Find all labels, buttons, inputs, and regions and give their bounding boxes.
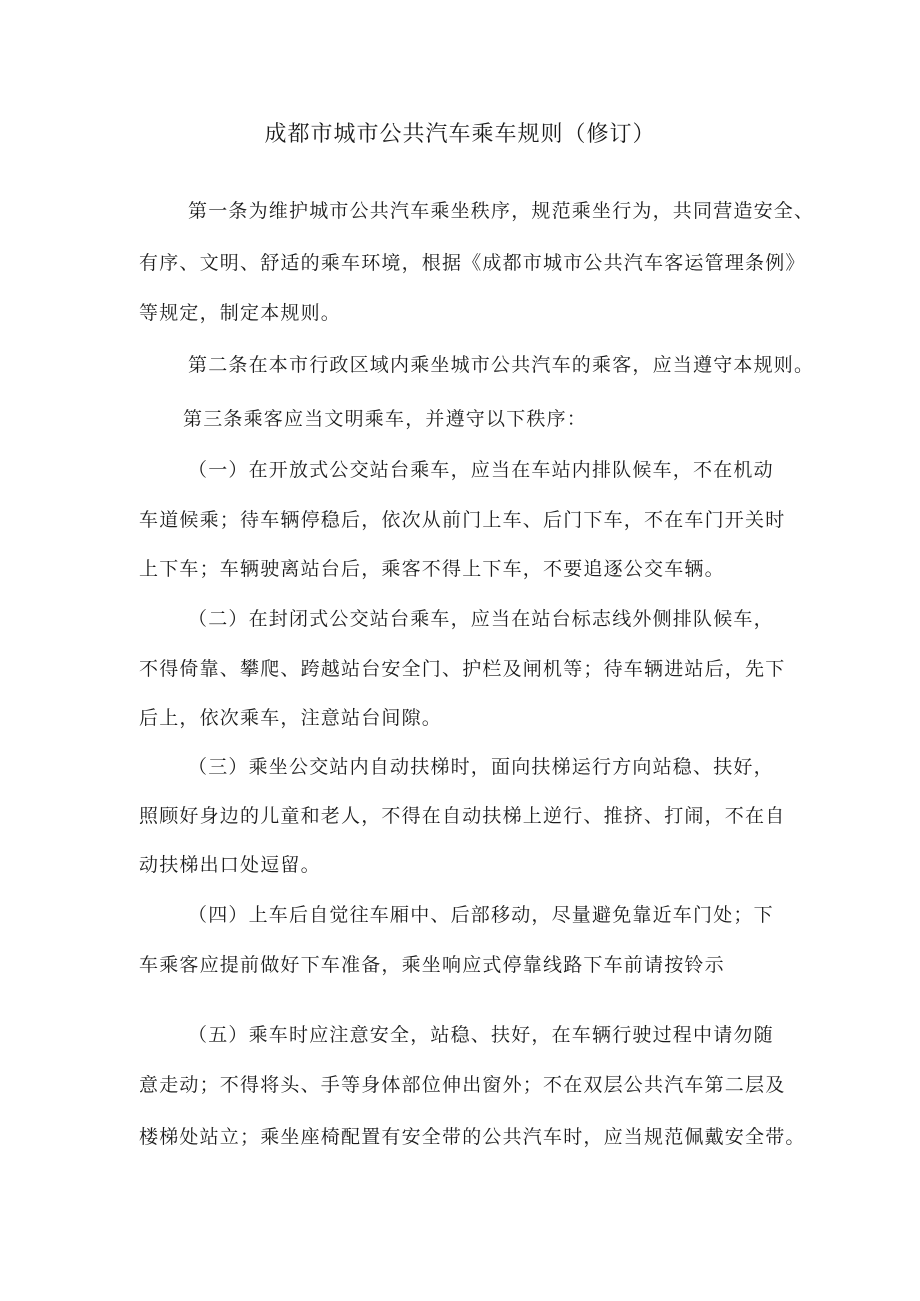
item-3-line-2: 照顾好身边的儿童和老人，不得在自动扶梯上逆行、推挤、打闹，不在自 — [139, 805, 786, 827]
article-3-line-1: 第三条乘客应当文明乘车，并遵守以下秩序： — [183, 408, 588, 430]
item-3-line-3: 动扶梯出口处逗留。 — [139, 854, 321, 876]
item-5-line-3: 楼梯处站立；乘坐座椅配置有安全带的公共汽车时，应当规范佩戴安全带。 — [139, 1126, 806, 1148]
article-1-line-3: 等规定，制定本规则。 — [139, 302, 342, 324]
item-1-line-3: 上下车；车辆驶离站台后，乘客不得上下车，不要追逐公交车辆。 — [139, 558, 725, 580]
article-2-line-1: 第二条在本市行政区域内乘坐城市公共汽车的乘客，应当遵守本规则。 — [188, 354, 815, 376]
item-3-line-1: （三）乘坐公交站内自动扶梯时，面向扶梯运行方向站稳、扶好， — [188, 756, 774, 778]
item-4-line-2: 车乘客应提前做好下车准备，乘坐响应式停靠线路下车前请按铃示 — [139, 954, 725, 976]
item-2-line-3: 后上，依次乘车，注意站台间隙。 — [139, 707, 443, 729]
document-title: 成都市城市公共汽车乘车规则（修订） — [264, 122, 656, 147]
item-1-line-2: 车道候乘；待车辆停稳后，依次从前门上车、后门下车，不在车门开关时 — [139, 509, 786, 531]
item-4-line-1: （四）上车后自觉往车厢中、后部移动，尽量避免靠近车门处；下 — [188, 904, 774, 926]
item-2-line-2: 不得倚靠、攀爬、跨越站台安全门、护栏及闸机等；待车辆进站后，先下 — [139, 658, 786, 680]
item-5-line-2: 意走动；不得将头、手等身体部位伸出窗外；不在双层公共汽车第二层及 — [139, 1074, 786, 1096]
item-5-line-1: （五）乘车时应注意安全，站稳、扶好，在车辆行驶过程中请勿随 — [188, 1024, 774, 1046]
item-2-line-1: （二）在封闭式公交站台乘车，应当在站台标志线外侧排队候车， — [188, 608, 774, 630]
article-1-line-1: 第一条为维护城市公共汽车乘坐秩序，规范乘坐行为，共同营造安全、 — [188, 200, 815, 222]
item-1-line-1: （一）在开放式公交站台乘车，应当在车站内排队候车，不在机动 — [188, 459, 774, 481]
article-1-line-2: 有序、文明、舒适的乘车环境，根据《成都市城市公共汽车客运管理条例》 — [139, 252, 806, 274]
